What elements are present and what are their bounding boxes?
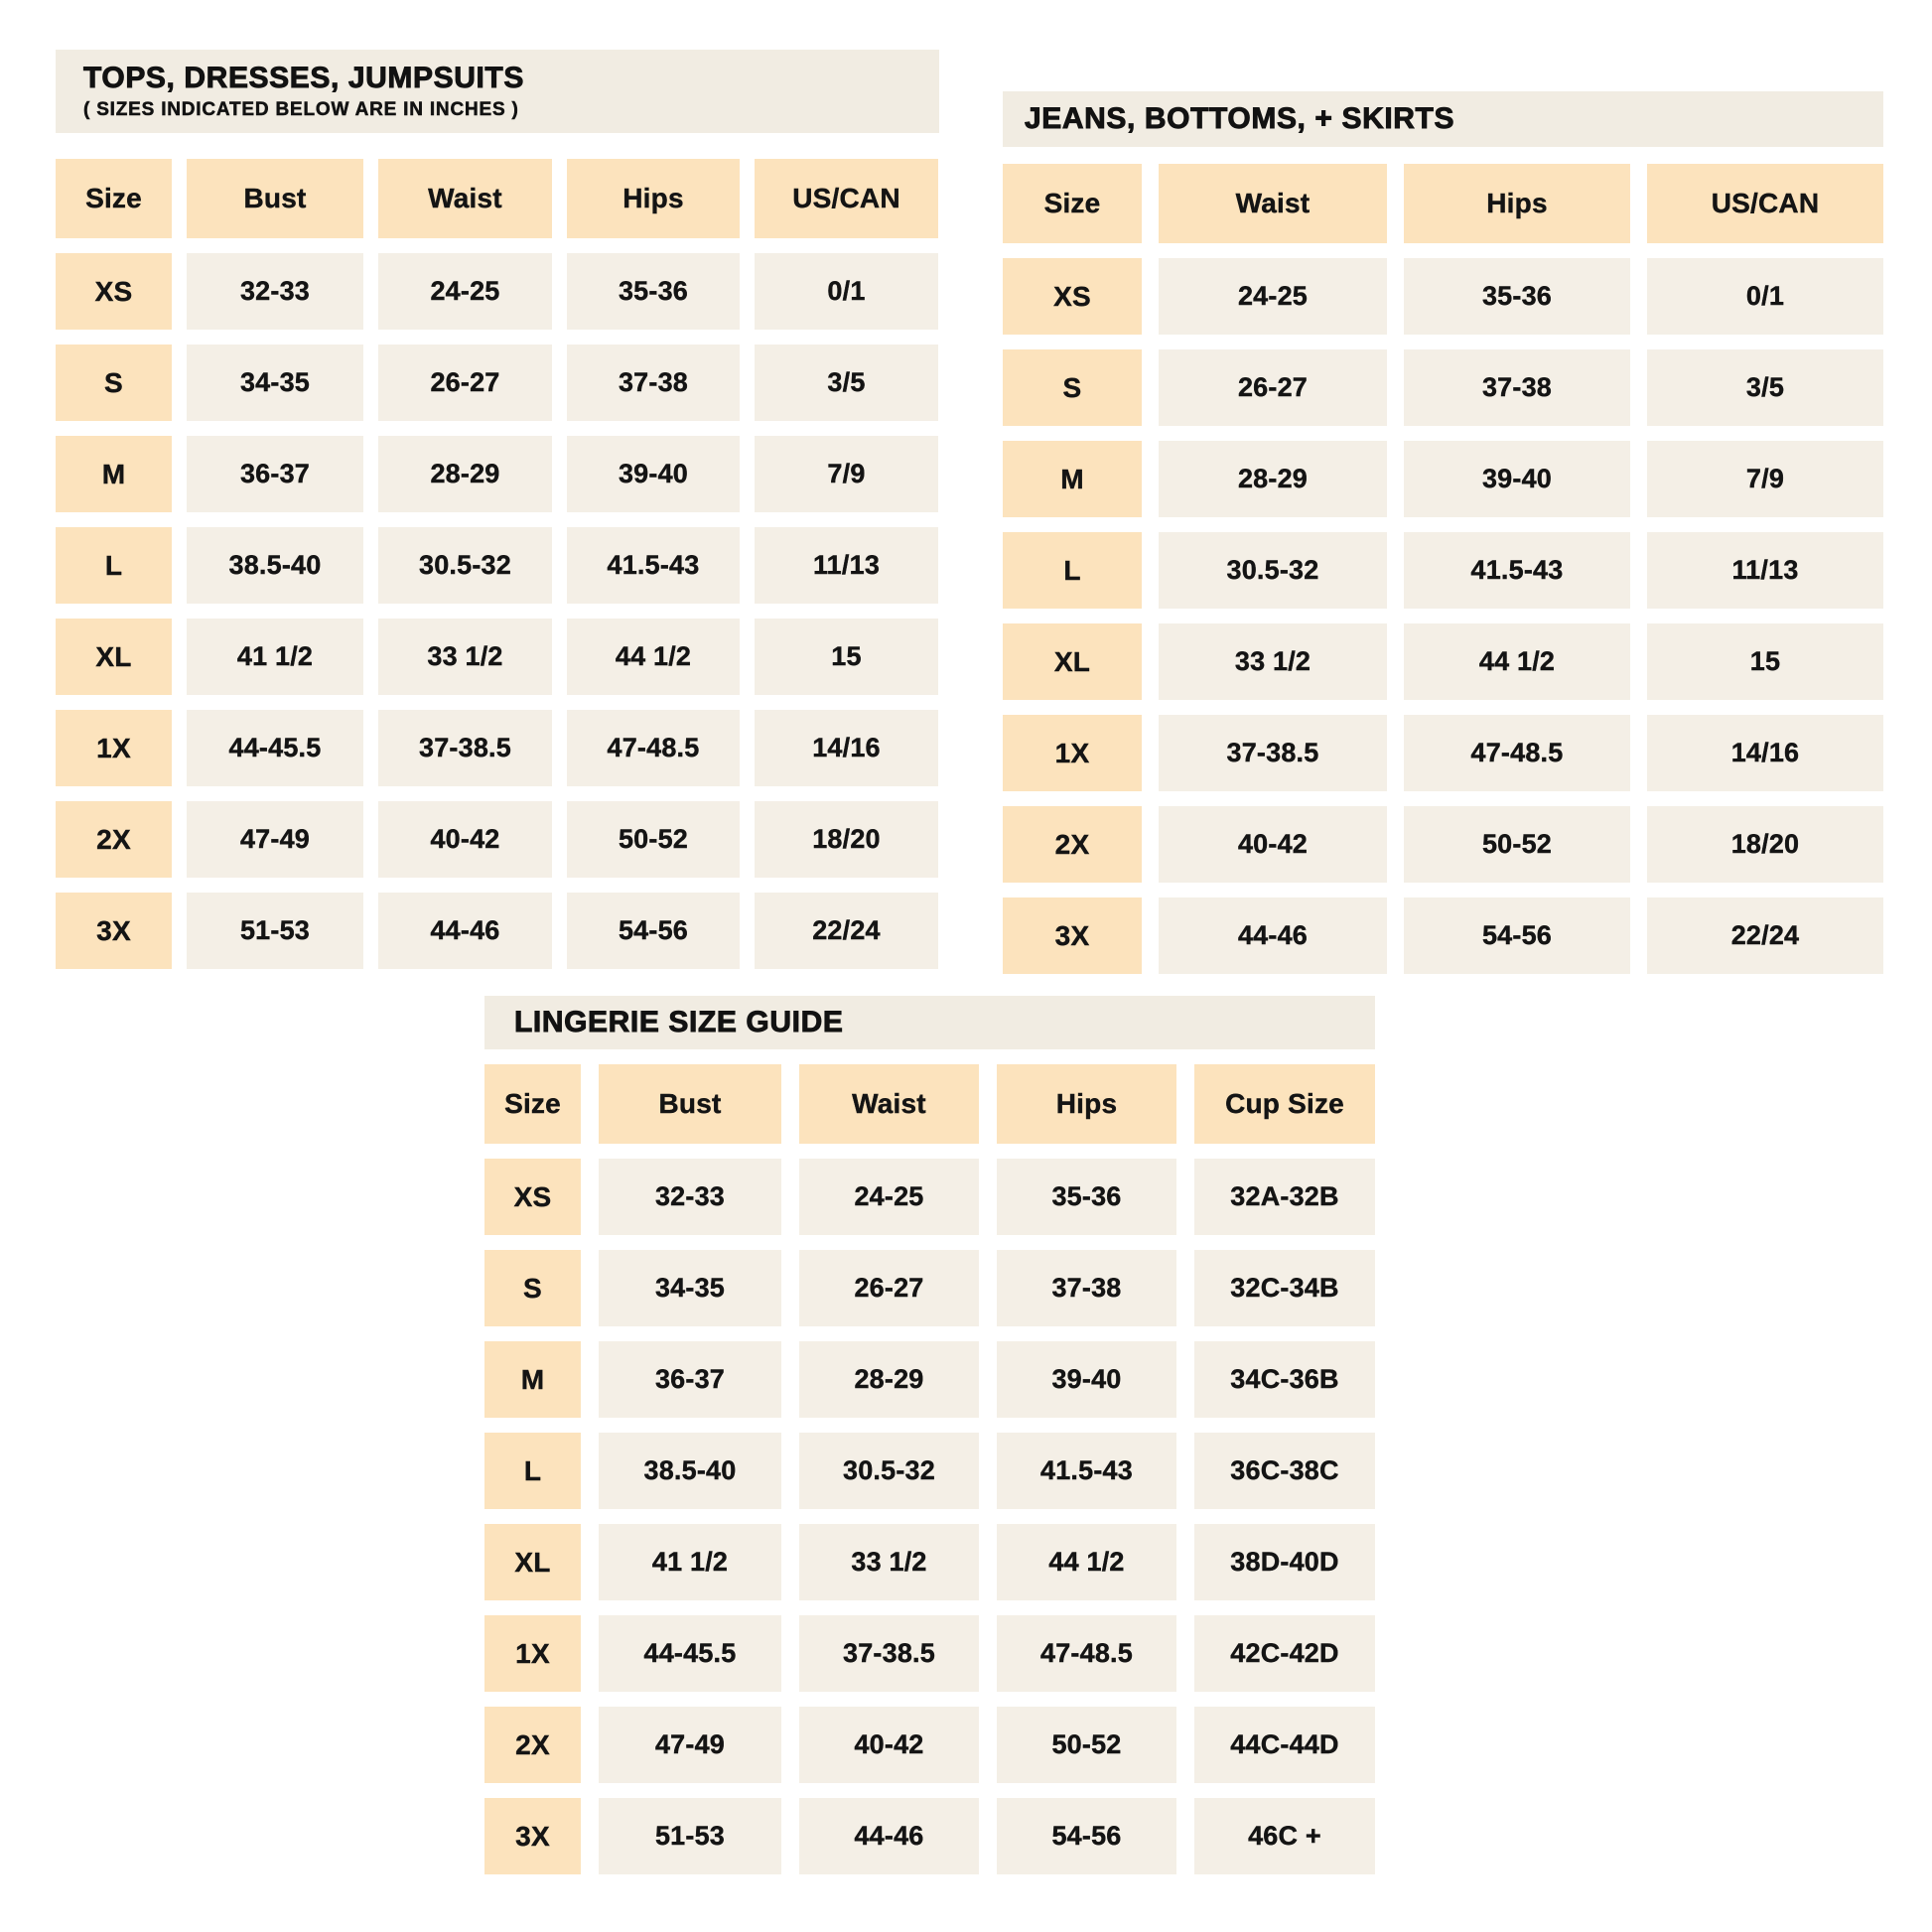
measurement-cell: 41 1/2 [599, 1524, 781, 1600]
measurement-cell: 51-53 [599, 1798, 781, 1874]
measurement-cell: 35-36 [1404, 258, 1630, 335]
measurement-cell: 40-42 [1159, 806, 1387, 883]
measurement-cell: 3/5 [1647, 349, 1883, 426]
measurement-cell: 38.5-40 [187, 527, 363, 604]
measurement-cell: 54-56 [1404, 897, 1630, 974]
table-subtitle: ( SIZES INDICATED BELOW ARE IN INCHES ) [83, 99, 519, 121]
column-header-waist: Waist [378, 159, 552, 238]
measurement-cell: 35-36 [567, 253, 740, 330]
measurement-cell: 18/20 [1647, 806, 1883, 883]
measurement-cell: 22/24 [755, 893, 938, 969]
size-label-cell-xs: XS [56, 253, 172, 330]
measurement-cell: 41.5-43 [1404, 532, 1630, 609]
size-label-cell-xs: XS [1003, 258, 1142, 335]
column-header-us-can: US/CAN [1647, 164, 1883, 243]
column-header-bust: Bust [599, 1064, 781, 1144]
table-title: LINGERIE SIZE GUIDE [514, 1006, 844, 1039]
measurement-cell: 41 1/2 [187, 619, 363, 695]
size-label-cell-l: L [484, 1433, 581, 1509]
measurement-cell: 11/13 [755, 527, 938, 604]
column-header-hips: Hips [1404, 164, 1630, 243]
measurement-cell: 32-33 [599, 1159, 781, 1235]
measurement-cell: 7/9 [1647, 441, 1883, 517]
measurement-cell: 37-38.5 [799, 1615, 979, 1692]
size-table-grid [1003, 164, 1883, 974]
measurement-cell: 39-40 [997, 1341, 1176, 1418]
measurement-cell: 44 1/2 [997, 1524, 1176, 1600]
size-label-cell-3x: 3X [56, 893, 172, 969]
measurement-cell: 37-38 [997, 1250, 1176, 1326]
measurement-cell: 30.5-32 [378, 527, 552, 604]
size-label-cell-3x: 3X [1003, 897, 1142, 974]
size-label-cell-s: S [1003, 349, 1142, 426]
measurement-cell: 33 1/2 [1159, 623, 1387, 700]
table-title: TOPS, DRESSES, JUMPSUITS [83, 61, 524, 94]
size-label-cell-m: M [1003, 441, 1142, 517]
size-label-cell-xs: XS [484, 1159, 581, 1235]
column-header-cup-size: Cup Size [1194, 1064, 1375, 1144]
size-label-cell-m: M [484, 1341, 581, 1418]
measurement-cell: 39-40 [1404, 441, 1630, 517]
column-header-size: Size [1003, 164, 1142, 243]
table-title: JEANS, BOTTOMS, + SKIRTS [1025, 102, 1455, 136]
measurement-cell: 28-29 [378, 436, 552, 512]
measurement-cell: 41.5-43 [997, 1433, 1176, 1509]
measurement-cell: 22/24 [1647, 897, 1883, 974]
column-header-hips: Hips [997, 1064, 1176, 1144]
size-label-cell-1x: 1X [56, 710, 172, 786]
measurement-cell: 40-42 [799, 1707, 979, 1783]
table-title-block [484, 996, 1375, 1049]
size-label-cell-xl: XL [1003, 623, 1142, 700]
measurement-cell: 33 1/2 [378, 619, 552, 695]
measurement-cell: 47-49 [187, 801, 363, 878]
column-header-waist: Waist [1159, 164, 1387, 243]
measurement-cell: 44C-44D [1194, 1707, 1375, 1783]
measurement-cell: 47-48.5 [1404, 715, 1630, 791]
column-header-hips: Hips [567, 159, 740, 238]
size-label-cell-2x: 2X [56, 801, 172, 878]
size-table-lingerie [484, 996, 1375, 1874]
measurement-cell: 54-56 [567, 893, 740, 969]
measurement-cell: 46C + [1194, 1798, 1375, 1874]
measurement-cell: 24-25 [378, 253, 552, 330]
measurement-cell: 28-29 [799, 1341, 979, 1418]
measurement-cell: 47-49 [599, 1707, 781, 1783]
size-label-cell-xl: XL [484, 1524, 581, 1600]
measurement-cell: 30.5-32 [799, 1433, 979, 1509]
measurement-cell: 28-29 [1159, 441, 1387, 517]
measurement-cell: 47-48.5 [997, 1615, 1176, 1692]
size-table-grid [56, 159, 939, 969]
measurement-cell: 37-38 [1404, 349, 1630, 426]
measurement-cell: 15 [1647, 623, 1883, 700]
size-label-cell-s: S [56, 345, 172, 421]
size-label-cell-2x: 2X [484, 1707, 581, 1783]
measurement-cell: 14/16 [1647, 715, 1883, 791]
measurement-cell: 38.5-40 [599, 1433, 781, 1509]
size-label-cell-m: M [56, 436, 172, 512]
measurement-cell: 44-46 [1159, 897, 1387, 974]
measurement-cell: 50-52 [1404, 806, 1630, 883]
measurement-cell: 34-35 [599, 1250, 781, 1326]
measurement-cell: 11/13 [1647, 532, 1883, 609]
column-header-size: Size [484, 1064, 581, 1144]
measurement-cell: 14/16 [755, 710, 938, 786]
measurement-cell: 32C-34B [1194, 1250, 1375, 1326]
size-label-cell-s: S [484, 1250, 581, 1326]
measurement-cell: 35-36 [997, 1159, 1176, 1235]
measurement-cell: 54-56 [997, 1798, 1176, 1874]
measurement-cell: 38D-40D [1194, 1524, 1375, 1600]
size-table-grid [484, 1064, 1375, 1874]
measurement-cell: 51-53 [187, 893, 363, 969]
measurement-cell: 18/20 [755, 801, 938, 878]
measurement-cell: 15 [755, 619, 938, 695]
size-label-cell-1x: 1X [484, 1615, 581, 1692]
measurement-cell: 37-38.5 [378, 710, 552, 786]
size-label-cell-xl: XL [56, 619, 172, 695]
measurement-cell: 26-27 [799, 1250, 979, 1326]
measurement-cell: 40-42 [378, 801, 552, 878]
measurement-cell: 50-52 [997, 1707, 1176, 1783]
measurement-cell: 26-27 [1159, 349, 1387, 426]
measurement-cell: 7/9 [755, 436, 938, 512]
column-header-bust: Bust [187, 159, 363, 238]
measurement-cell: 41.5-43 [567, 527, 740, 604]
measurement-cell: 44-45.5 [187, 710, 363, 786]
measurement-cell: 50-52 [567, 801, 740, 878]
size-label-cell-l: L [56, 527, 172, 604]
measurement-cell: 36-37 [187, 436, 363, 512]
measurement-cell: 36-37 [599, 1341, 781, 1418]
measurement-cell: 44 1/2 [567, 619, 740, 695]
measurement-cell: 42C-42D [1194, 1615, 1375, 1692]
measurement-cell: 39-40 [567, 436, 740, 512]
size-table-jeans-bottoms-skirts [1003, 91, 1883, 974]
measurement-cell: 32-33 [187, 253, 363, 330]
measurement-cell: 30.5-32 [1159, 532, 1387, 609]
column-header-us-can: US/CAN [755, 159, 938, 238]
size-label-cell-l: L [1003, 532, 1142, 609]
measurement-cell: 33 1/2 [799, 1524, 979, 1600]
measurement-cell: 47-48.5 [567, 710, 740, 786]
measurement-cell: 24-25 [1159, 258, 1387, 335]
measurement-cell: 0/1 [1647, 258, 1883, 335]
measurement-cell: 0/1 [755, 253, 938, 330]
measurement-cell: 37-38 [567, 345, 740, 421]
measurement-cell: 44-45.5 [599, 1615, 781, 1692]
measurement-cell: 34C-36B [1194, 1341, 1375, 1418]
table-title-block [56, 50, 939, 133]
measurement-cell: 44-46 [378, 893, 552, 969]
measurement-cell: 32A-32B [1194, 1159, 1375, 1235]
measurement-cell: 3/5 [755, 345, 938, 421]
measurement-cell: 37-38.5 [1159, 715, 1387, 791]
size-label-cell-3x: 3X [484, 1798, 581, 1874]
table-title-block [1003, 91, 1883, 147]
column-header-size: Size [56, 159, 172, 238]
size-label-cell-1x: 1X [1003, 715, 1142, 791]
size-table-tops-dresses-jumpsuits [56, 50, 939, 969]
size-label-cell-2x: 2X [1003, 806, 1142, 883]
measurement-cell: 26-27 [378, 345, 552, 421]
measurement-cell: 24-25 [799, 1159, 979, 1235]
measurement-cell: 44 1/2 [1404, 623, 1630, 700]
measurement-cell: 44-46 [799, 1798, 979, 1874]
measurement-cell: 36C-38C [1194, 1433, 1375, 1509]
column-header-waist: Waist [799, 1064, 979, 1144]
measurement-cell: 34-35 [187, 345, 363, 421]
